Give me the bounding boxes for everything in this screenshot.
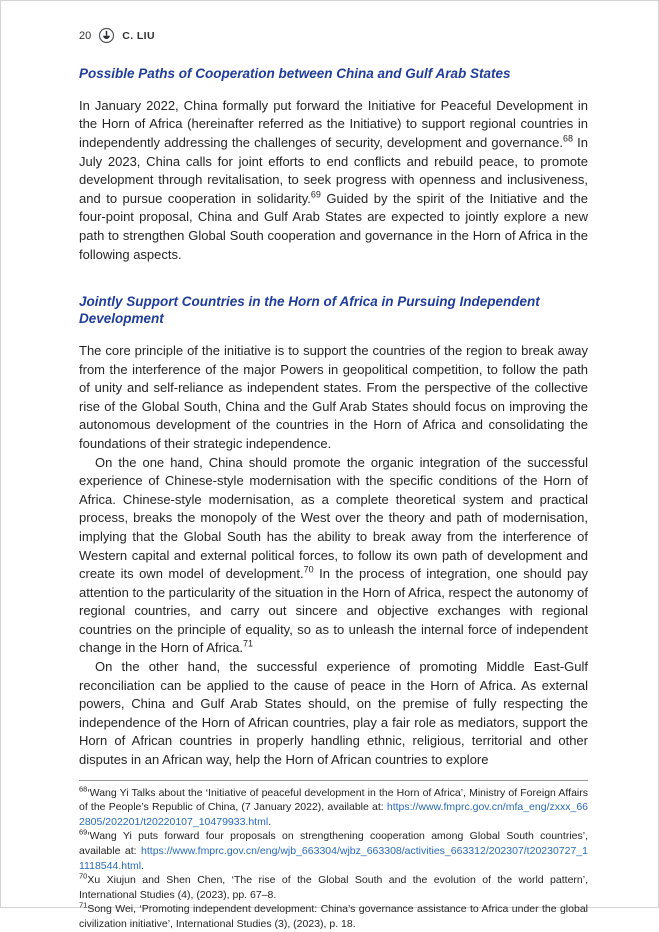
- footnote-70: [79, 873, 588, 902]
- footnote-text: Song Wei, ‘Promoting independent development: China’s governance assistance to Africa under the global civilization initiative’, International Studies (3), (2023), p. 18.: [79, 903, 588, 930]
- footnote-ref-68: 68: [562, 133, 573, 144]
- footnote-69: [79, 829, 588, 873]
- footnote-ref-70: 70: [303, 564, 314, 575]
- page-number: 20: [79, 29, 92, 42]
- footnote-69-link[interactable]: https://www.fmprc.gov.cn/eng/wjb_663304/wjbz_663308/activities_663312/202307/t20230727_11118544.html: [79, 845, 588, 872]
- footnote-text: Xu Xiujun and Shen Chen, ‘The rise of the Global South and the evolution of the world pattern’, International Studies (4), (2023), pp. 67–8.: [79, 874, 588, 901]
- footnote-number: 70: [79, 871, 88, 881]
- footnote-68: [79, 786, 588, 830]
- footnote-separator: [79, 780, 588, 781]
- footnote-68-link[interactable]: https://www.fmprc.gov.cn/mfa_eng/zxxx_662805/202201/t20220107_10479933.html: [79, 801, 588, 828]
- paragraph-core-principle: The core principle of the initiative is to support the countries of the region to break away from the interference of the major Powers in geopolitical competition, to follow the path of unity and self-reliance as independent states. From the perspective of the collective rise of the Global South, China and the Gulf Arab States should focus on improving the autonomous development of the countries in the Horn of Africa and consolidating the foundations of their strategic independence.: [79, 342, 588, 451]
- paragraph-text: In January 2022, China formally put forward the Initiative for Peaceful Development in the Horn of Africa (hereinafter referred as the Initiative) to support regional countries in independently addressing the challenges of security, development and governance.: [79, 97, 588, 151]
- footnote-text: .: [268, 815, 272, 828]
- footnote-71: [79, 902, 588, 931]
- footnotes-section: [79, 786, 588, 932]
- section-heading-jointly-support: Jointly Support Countries in the Horn of Africa in Pursuing Independent Development: [79, 294, 540, 327]
- paragraph-other-hand: On the other hand, the successful experience of promoting Middle East-Gulf reconciliation can be applied to the cause of peace in the Horn of Africa. As external powers, China and Gulf Arab States should, on the premise of fully respecting the independence of the Horn of African countries, play a fair role as mediators, support the Horn of African countries in properly handling ethnic, religious, territorial and other disputes in an African way, help the Horn of African countries to explore: [79, 659, 588, 768]
- footnote-number: 71: [79, 900, 88, 910]
- page-header: [79, 27, 588, 44]
- footnote-text: ‘Wang Yi puts forward four proposals on strengthening cooperation among Global South countries’, available at:: [79, 830, 588, 857]
- footnote-ref-71: 71: [243, 639, 254, 650]
- footnote-text: ‘Wang Yi Talks about the ‘Initiative of peaceful development in the Horn of Africa’, Ministry of Foreign Affairs of the People’s Republic of China, (7 January 2022), available at:: [79, 786, 588, 814]
- footnote-number: 68: [79, 784, 88, 794]
- paragraph-text: In the process of integration, one should pay attention to the particularity of the situation in the Horn of Africa, respect the autonomy of regional countries, and carry out sincere and objective exchanges with regional countries on the principle of equality, so as to unleash the internal force of independent change in the Horn of Africa.: [79, 566, 589, 656]
- paragraph-text: On the one hand, China should promote the organic integration of the successful experience of Chinese-style modernisation with the specific conditions of the Horn of Africa. Chinese-style modernisation, as a complete theoretical system and practical process, breaks the monopoly of the West over the theory and path of modernisation, implying that the Global South has the ability to break away from the interference of Western capital and external political forces, to follow its own path of development and create its own model of development.: [79, 454, 588, 582]
- paragraph-text: Guided by the spirit of the Initiative and the four-point proposal, China and Gulf Arab States are expected to jointly explore a new path to strengthen Global South cooperation and governance in the Horn of Africa in the following aspects.: [79, 190, 588, 262]
- section-heading-possible-paths: Possible Paths of Cooperation between China and Gulf Arab States: [79, 66, 511, 81]
- footnote-ref-69: 69: [310, 189, 321, 200]
- footnote-text: .: [141, 859, 144, 872]
- paragraph-initiative: [79, 97, 588, 264]
- paragraph-one-hand: [79, 454, 588, 659]
- whitespace-spacer: [79, 770, 588, 780]
- footnote-number: 69: [79, 827, 88, 837]
- running-head: C. LIU: [122, 29, 155, 42]
- crossmark-logo-icon[interactable]: [98, 27, 115, 44]
- paragraph-text: In July 2023, China calls for joint efforts to end conflicts and rebuild peace, to promote development through revitalisation, to seek progress with openness and inclusiveness, and to pursue cooperation in solidarity.: [79, 135, 588, 206]
